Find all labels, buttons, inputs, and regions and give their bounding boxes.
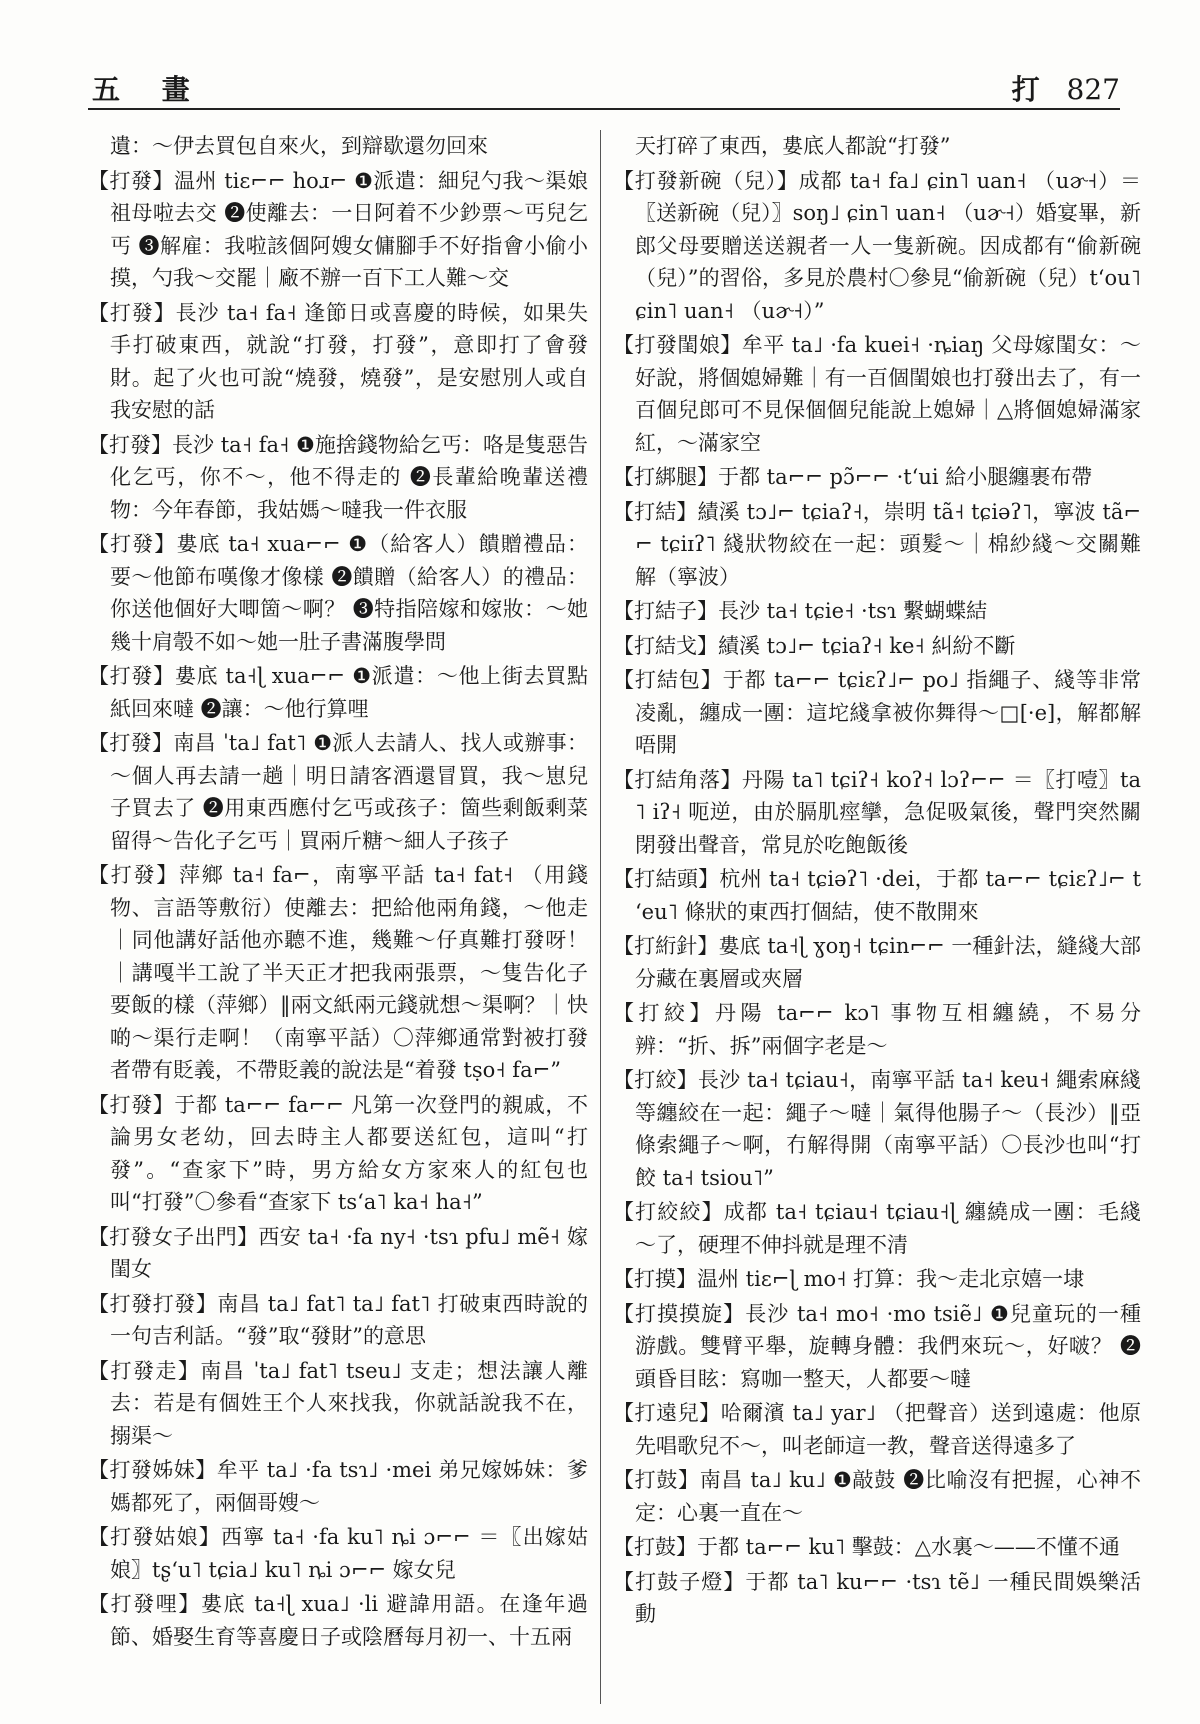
page-header — [88, 62, 1120, 110]
dictionary-entry: 【打發】長沙 ta˧ fa˧ ❶施捨錢物給乞丐：咯是隻惡告化乞丐，你不～，他不得走的 ❷長輩給晚輩送禮物：今年春節，我姑媽～噠我一件衣服 — [88, 432, 588, 522]
dictionary-entry: 【打發】長沙 ta˧ fa˧ 逢節日或喜慶的時候，如果失手打破東西，就說“打發，打發”，意即打了會發財。起了火也可說“燒發，燒發”，是安慰別人或自我安慰的話 — [88, 300, 588, 422]
dictionary-entry: 【打發走】南昌 ˈta˩ fat˥ tseu˩ 支走；想法讓人離去：若是有個姓王个人來找我，你就話說我不在，搦渠～ — [88, 1358, 588, 1448]
page-locator — [1012, 68, 1120, 108]
dictionary-entry: 【打結子】長沙 ta˧ tɕie˧ ·tsɿ 繫蝴蝶結 — [613, 599, 988, 623]
dictionary-entry: 【打遠兒】哈爾濱 ta˩ yar˩ （把聲音）送到遠處：他原先唱歌兒不～，叫老師這一教，聲音送得遠多了 — [613, 1401, 1141, 1458]
dictionary-entry: 【打絞絞】成都 ta˧ tɕiau˧ tɕiau˧ɭ 纏繞成一團：毛綫～了，硬理不伸抖就是理不清 — [613, 1200, 1141, 1257]
dictionary-entry: 【打結】績溪 tɔ˩⌐ tɕiaʔ˧，崇明 tã˧ tɕiəʔ˥，寧波 tã⌐⌐ tɕiɪʔ˥ 綫狀物絞在一起：頭髮～｜棉紗綫～交關難解（寧波） — [613, 499, 1141, 589]
dictionary-entry: 【打發女子出門】西安 ta˧ ·fa ny˧ ·tsɿ pfu˩ mẽ˧ 嫁閨女 — [88, 1224, 588, 1281]
dictionary-entry: 【打發閨娘】牟平 ta˩ ·fa kuei˧ ·ȵiaŋ 父母嫁閨女：～好說，將個媳婦難｜有一百個閨娘也打發出去了，有一百個兒郎可不見保個個兒能說上媳婦｜△將個媳婦滿家紅，～滿家空 — [613, 333, 1141, 455]
section-title: 五 畫 — [92, 73, 206, 106]
running-headword: 打 — [1011, 73, 1040, 106]
dictionary-entry: 【打發姑娘】西寧 ta˧ ·fa ku˥ ȵi ɔ⌐⌐ ＝〖出嫁姑娘〗tʂʻu˥ tɕia˩ ku˥ ȵi ɔ⌐⌐ 嫁女兒 — [88, 1525, 588, 1582]
dictionary-entry: 【打發】温州 tiɛ⌐⌐ hoɹ⌐ ❶派遣：細兒勺我～渠娘 祖母啦去交 ❷使離去：一日阿着不少鈔票～丐兒乞丐 ❸解雇：我啦該個阿嫂女傭腳手不好指會小偷小摸，勺我～交罷｜廠不辦一百下工人難～交 — [88, 168, 588, 290]
dictionary-entry: 【打鼓】南昌 ta˩ ku˩ ❶敲鼓 ❷比喻沒有把握，心神不定：心裏一直在～ — [613, 1468, 1141, 1525]
dictionary-entry: 【打鼓】于都 ta⌐⌐ ku˥ 擊鼓：△水裏～——不懂不通 — [613, 1535, 1120, 1559]
dictionary-entry: 【打綁腿】于都 ta⌐⌐ pɔ̃⌐⌐ ·tʻui 給小腿纏裹布帶 — [613, 465, 1093, 489]
dictionary-entry: 天打碎了東西，婁底人都說“打發” — [635, 134, 951, 158]
dictionary-entry: 【打發哩】婁底 ta˧ɭ xua˩ ·li 避諱用語。在逢年過節、婚娶生育等喜慶日子或陰曆每月初一、十五兩 — [88, 1592, 588, 1649]
dictionary-entry: 【打發】于都 ta⌐⌐ fa⌐⌐ 凡第一次登門的親戚，不論男女老幼，回去時主人都要送紅包，這叫“打發”。“查家下”時，男方給女方家來人的紅包也叫“打發”〇參看“查家下 tsʻa˥ ka˧ ha˧” — [88, 1092, 588, 1214]
dictionary-entry: 【打發】萍鄉 ta˧ fa⌐，南寧平話 ta˧ fat˧ （用錢物、言語等敷衍）使離去：把給他兩角錢，～他走｜同他講好話他亦聽不進，幾難～仔真難打發呀！｜講嘎半工說了半天正才把我兩張票，～隻告化子要飯的樣（萍鄉）‖兩文紙兩元錢就想～渠啊？｜快啲～渠行走啊！（南寧平話）〇萍鄉通常對被打發者帶有貶義，不帶貶義的說法是“着發 tṣo˧ fa⌐” — [88, 863, 588, 1082]
dictionary-entry: 【打摸】温州 tiɛ⌐ɭ mo˧ 打算：我～走北京嬉一埭 — [613, 1267, 1085, 1291]
dictionary-entry: 【打發姊妹】牟平 ta˩ ·fa tsɿ˩ ·mei 弟兄嫁姊妹：爹媽都死了，兩個哥嫂～ — [88, 1458, 588, 1515]
dictionary-entry: 【打結角落】丹陽 ta˥ tɕiʔ˧ koʔ˧ lɔʔ⌐⌐ ＝〖打噎〗ta˥ iʔ˧ 呃逆，由於膈肌痙攣，急促吸氣後，聲門突然關閉發出聲音，常見於吃飽飯後 — [613, 767, 1141, 857]
dictionary-entry: 【打發新碗（兒）】成都 ta˧ fa˩ ɕin˥ uan˧ （uɚ˧）＝〖送新碗（兒）〗soŋ˩ ɕin˥ uan˧ （uɚ˧）婚宴畢，新郎父母要贈送送親者一人一隻新碗。因成都有“偷新碗（兒）”的習俗，多見於農村〇參見“偷新碗（兒）tʻou˥ ɕin˥ uan˧ （uɚ˧）” — [613, 168, 1141, 323]
dictionary-entry: 遺：～伊去買包自來火，到辯歇還勿回來 — [110, 134, 488, 158]
dictionary-entry: 【打發】婁底 ta˧ xua⌐⌐ ❶（給客人）饋贈禮品：要～他節布嘆像才像樣 ❷饋贈（給客人）的禮品：你送他個好大唧箇～啊？ ❸特指陪嫁和嫁妝：～她幾十肩彀不如～她一肚子書滿腹學問 — [88, 532, 588, 654]
left-column — [88, 130, 588, 1704]
dictionary-entry: 【打鼓子燈】于都 ta˥ ku⌐⌐ ·tsɿ tẽ˩ 一種民間娛樂活動 — [613, 1569, 1141, 1626]
dictionary-entry: 【打結戈】績溪 tɔ˩⌐ tɕiaʔ˧ ke˧ 糾紛不斷 — [613, 633, 1016, 658]
dictionary-entry: 【打結頭】杭州 ta˧ tɕiəʔ˥ ·dei，于都 ta⌐⌐ tɕiɛʔ˩⌐ tʻeu˥ 條狀的東西打個結，使不散開來 — [613, 867, 1141, 924]
dictionary-entry: 【打絞】長沙 ta˧ tɕiau˧，南寧平話 ta˧ keu˧ 繩索麻綫等纏絞在一起：繩子～噠｜氣得他腸子～（長沙）‖亞條索繩子～啊，冇解得開（南寧平話）〇長沙也叫“打餃 ta˧ tsiou˥” — [613, 1068, 1141, 1190]
dictionary-entry: 【打發】南昌 ˈta˩ fat˥ ❶派人去請人、找人或辦事：～個人再去請一趟｜明日請客酒還冒買，我～崽兒子買去了 ❷用東西應付乞丐或孩子：箇些剩飯剩菜留得～告化子乞丐｜買兩斤糖～細人子孩子 — [88, 731, 588, 853]
dictionary-entry: 【打結包】于都 ta⌐⌐ tɕiɛʔ˩⌐ po˩ 指繩子、綫等非常凌亂，纏成一團：這坨綫拿被你舞得～□[·e]，解都解唔開 — [613, 668, 1141, 757]
dictionary-entry: 【打絞】丹陽 ta⌐⌐ kɔ˥ 事物互相纏繞，不易分辨：“折、拆”兩個字老是～ — [613, 1001, 1141, 1058]
right-column — [600, 130, 1141, 1704]
page-number: 827 — [1066, 73, 1120, 106]
dictionary-entry: 【打發】婁底 ta˧ɭ xua⌐⌐ ❶派遣：～他上街去買點紙回來噠 ❷讓：～他行算哩 — [88, 664, 588, 721]
dictionary-entry: 【打絎針】婁底 ta˧ɭ ɣoŋ˧ tɕin⌐⌐ 一種針法，縫綫大部分藏在裏層或夾層 — [613, 934, 1141, 991]
dictionary-entry: 【打發打發】南昌 ta˩ fat˥ ta˩ fat˥ 打破東西時說的一句吉利話。“發”取“發財”的意思 — [88, 1291, 588, 1348]
dictionary-entry: 【打摸摸旋】長沙 ta˧ mo˧ ·mo tsiẽ˩ ❶兒童玩的一種游戲。雙臂平舉，旋轉身體：我們來玩～，好啵？ ❷頭昏目眩：寫咖一整天，人都要～噠 — [613, 1301, 1141, 1391]
